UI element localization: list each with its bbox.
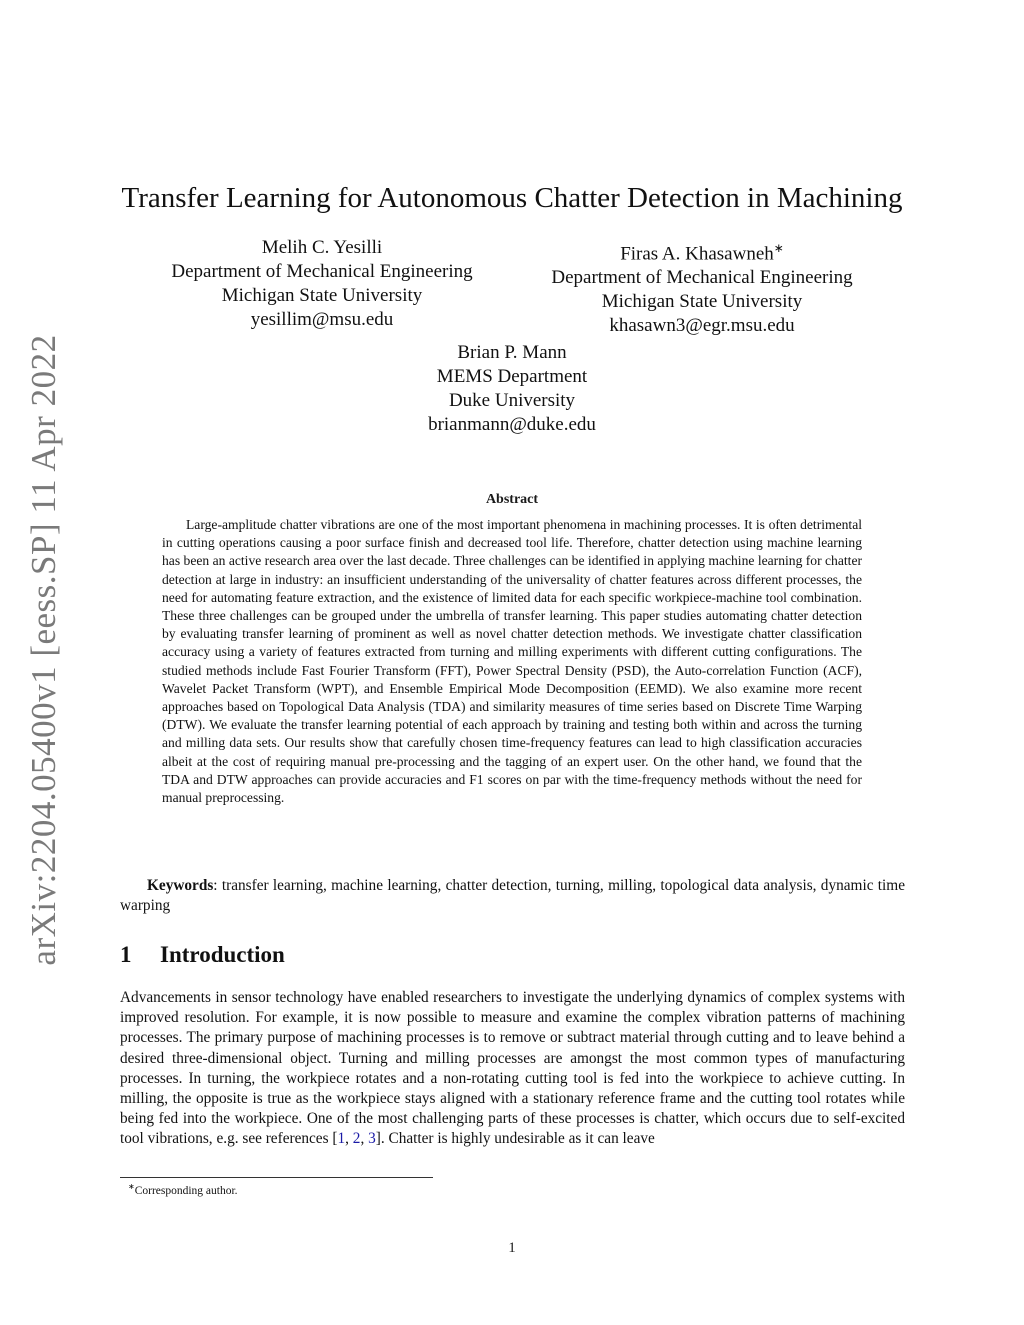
footnote-text: Corresponding author. [134, 1184, 238, 1197]
section-heading [120, 942, 285, 968]
author-email[interactable]: yesillim@msu.edu [250, 309, 394, 330]
keywords-paragraph [120, 876, 905, 916]
citation-link[interactable]: 3 [368, 1130, 376, 1148]
author-name: Brian P. Mann [457, 342, 567, 363]
keywords-text: : transfer learning, machine learning, chatter detection, turning, milling, topological data analysis, dynamic time warping [120, 877, 905, 914]
author-institution: Michigan State University [221, 285, 423, 306]
author-name: Melih C. Yesilli [261, 237, 383, 258]
paragraph-text: ]. Chatter is highly undesirable as it can leave [375, 1130, 655, 1148]
introduction-paragraph: Advancements in sensor technology have enabled researchers to investigate the underlying dynamics of complex systems with improved resolution. For example, it is now possible to measure and examine the complex vibration patterns of machining processes. The primary purpose of machining processes is to remove or subtract material through cutting and to leave behind a desired three-dimensional object. Turning and milling processes are amongst the most common types of manufacturing processes. In turning, the workpiece rotates and a non-rotating cutting tool is fed into the workpiece to achieve cutting. In milling, the opposite is true as the workpiece stays aligned with a stationary reference frame and the cutting tool rotates while being fed into the workpiece. One of the most challenging parts of these processes is chatter, which occurs due to self-excited tool vibrations, e.g. see references [1, 2, 3]. Chatter is highly undesirable as it can leave [120, 989, 905, 1148]
author-department: Department of Mechanical Engineering [551, 267, 853, 289]
author-name-line [520, 236, 884, 266]
author-institution: Duke University [448, 390, 576, 411]
footnote [128, 1182, 238, 1197]
section-title: Introduction [160, 942, 285, 967]
citation-link[interactable]: 2 [352, 1130, 361, 1148]
author-department: MEMS Department [436, 366, 588, 387]
corresponding-author-mark[interactable]: ∗ [773, 241, 784, 255]
footnote-mark: ∗ [128, 1182, 135, 1191]
arxiv-identifier: arXiv:2204.05400v1 [eess.SP] 11 Apr 2022 [24, 334, 63, 966]
paragraph-text: Advancements in sensor technology have enabled researchers to investigate the underlying dynamics of complex systems with improved resolution. For example, it is now possible to measure and examine the complex vibration patterns of machining processes. The primary purpose of machining processes is to remove or subtract material through cutting and to leave behind a desired three-dimensional object. Turning and milling processes are amongst the most common types of manufacturing processes. In turning, the workpiece rotates and a non-rotating cutting tool is fed into the workpiece to achieve cutting. In milling, the opposite is true as the workpiece stays aligned with a stationary reference frame and the cutting tool rotates while being fed into the workpiece. One of the most challenging parts of these processes is chatter, which occurs due to self-excited tool vibrations, e.g. see references [ [120, 989, 905, 1148]
section-number: 1 [120, 942, 132, 967]
author-block [140, 236, 504, 332]
paper-title: Transfer Learning for Autonomous Chatter Detection in Machining [121, 182, 903, 214]
abstract-text: Large-amplitude chatter vibrations are one of the most important phenomena in machining processes. It is often detrimental in cutting operations causing a poor surface finish and decreased tool life. Therefore, chatter detection using machine learning has been an active research area over the last decade. Three challenges can be identified in applying machine learning for chatter detection at large in industry: an insufficient understanding of the universality of chatter features across different processes, the need for automating feature extraction, and the existence of limited data for each specific workpiece-machine tool combination. These three challenges can be grouped under the umbrella of transfer learning. This paper studies automating chatter detection by evaluating transfer learning of prominent as well as novel chatter detection methods. We investigate chatter classification accuracy using a variety of features extracted from turning and milling experiments with different cutting configurations. The studied methods include Fast Fourier Transform (FFT), Power Spectral Density (PSD), the Auto-correlation Function (ACF), Wavelet Packet Transform (WPT), and Ensemble Empirical Mode Decomposition (EEMD). We also examine more recent approaches based on Topological Data Analysis (TDA) and similarity measures of time series based on Discrete Time Warping (DTW). We evaluate the transfer learning potential of each approach by training and testing both within and across the turning and milling data sets. Our results show that carefully chosen time-frequency features can lead to high classification accuracies albeit at the cost of requiring manual pre-processing and the tagging of an expert user. On the other hand, we found that the TDA and DTW approaches can provide accuracies and F1 scores on par with the time-frequency methods without the need for manual preprocessing. [162, 517, 862, 806]
footnote-divider [120, 1177, 433, 1178]
author-name: Firas A. Khasawneh [620, 243, 774, 265]
author-department: Department of Mechanical Engineering [171, 261, 473, 282]
author-email[interactable]: khasawn3@egr.msu.edu [609, 315, 795, 337]
keywords-label: Keywords [147, 877, 214, 894]
page-number: 1 [508, 1240, 516, 1256]
citation-link[interactable]: 1 [337, 1130, 346, 1148]
abstract-heading: Abstract [485, 492, 539, 507]
author-block [520, 236, 884, 338]
author-block [330, 341, 694, 437]
author-email[interactable]: brianmann@duke.edu [428, 414, 596, 435]
author-institution: Michigan State University [601, 291, 803, 313]
